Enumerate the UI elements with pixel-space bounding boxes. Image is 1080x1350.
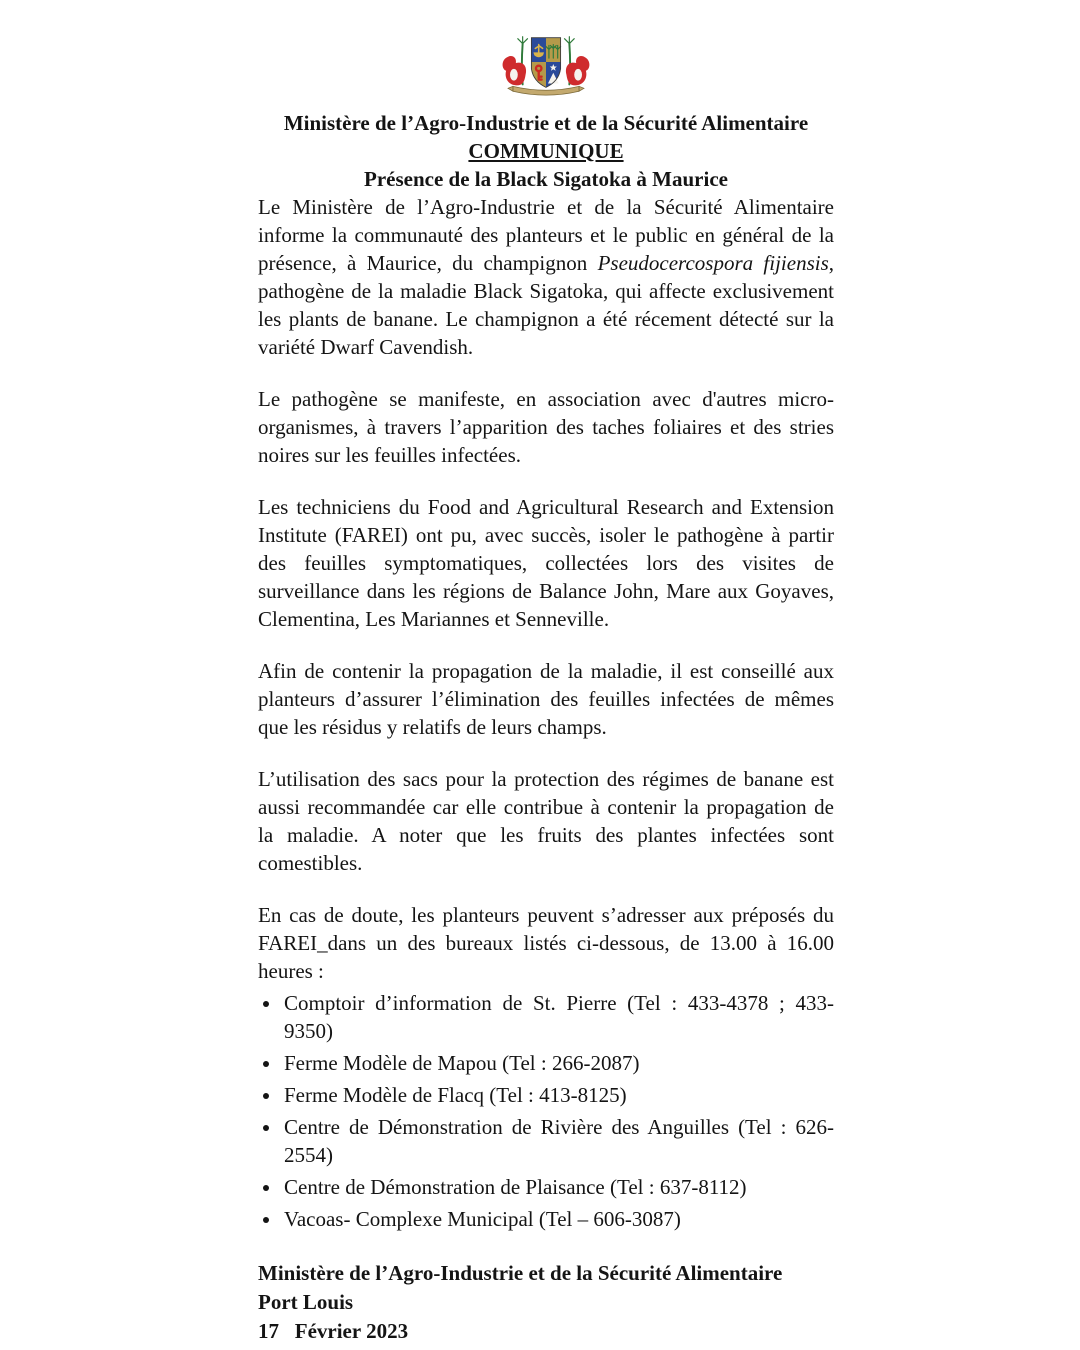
office-list-item: • Comptoir d’information de St. Pierre (Tel : 433-4378 ; 433-9350) — [282, 989, 834, 1045]
footer-date: 17 Février 2023 — [258, 1319, 409, 1343]
office-list-item: • Ferme Modèle de Mapou (Tel : 266-2087) — [282, 1049, 834, 1077]
body-paragraph-1 — [258, 193, 834, 361]
body-paragraph-4: Afin de contenir la propagation de la maladie, il est conseillé aux planteurs d’assurer l’élimination des feuilles infectées de mêmes que les résidus y relatifs de leurs champs. — [258, 659, 834, 739]
dodo-wing — [510, 69, 518, 81]
sugarcane-left-leaves — [518, 37, 528, 44]
body-paragraph-3: Les techniciens du Food and Agricultural Research and Extension Institute (FAREI) ont pu, avec succès, isoler le pathogène à partir des feuilles symptomatiques, collectées lors des visites de surveillance dans les régions de Balance John, Mare aux Goyaves, Clementina, Les Mariannes et Senneville. — [258, 495, 834, 631]
communique-document — [258, 0, 834, 1346]
para1-text-b: , pathogène de la maladie Black Sigatoka, qui affecte exclusivement les plants de banane. Le champignon a été récement détecté sur la variété Dwarf Cavendish. — [258, 251, 835, 359]
deer-flank — [574, 69, 582, 81]
subject-title: Présence de la Black Sigatoka à Maurice — [364, 167, 728, 191]
office-list-item: • Centre de Démonstration de Rivière des Anguilles (Tel : 626-2554) — [282, 1113, 834, 1169]
office-list — [258, 989, 834, 1233]
signature-block — [258, 1259, 834, 1346]
ministry-title: Ministère de l’Agro-Industrie et de la Sécurité Alimentaire — [283, 111, 809, 135]
office-list-item: • Vacoas- Complexe Municipal (Tel – 606-3087) — [282, 1205, 834, 1233]
footer-city: Port Louis — [258, 1290, 354, 1314]
sugarcane-right-leaves — [564, 37, 574, 44]
body-paragraph-5: L’utilisation des sacs pour la protection des régimes de banane est aussi recommandée car elle contribue à contenir la propagation de la maladie. A noter que les fruits des plantes infectées sont comestibles. — [258, 767, 834, 875]
coat-of-arms-icon — [258, 28, 834, 107]
communique-heading — [258, 137, 834, 165]
species-name: Pseudocercospora fijiensis — [597, 251, 829, 275]
para1-text-a: Le Ministère de l’Agro-Industrie et de la Sécurité Alimentaire informe la communauté des planteurs et le public en général de la présence, à Maurice, du champignon — [258, 195, 834, 275]
coat-of-arms-svg — [487, 28, 605, 100]
body-paragraph-2: Le pathogène se manifeste, en association avec d'autres micro-organismes, à travers l’apparition des taches foliaires et des stries noires sur les feuilles infectées. — [258, 387, 834, 467]
body-paragraph-6: En cas de doute, les planteurs peuvent s’adresser aux préposés du FAREI_dans un des bureaux listés ci-dessous, de 13.00 à 16.00 heures : — [258, 903, 834, 983]
office-list-item: • Ferme Modèle de Flacq (Tel : 413-8125) — [282, 1081, 834, 1109]
communique-title: COMMUNIQUE — [468, 139, 624, 163]
footer-ministry: Ministère de l’Agro-Industrie et de la Sécurité Alimentaire — [258, 1261, 783, 1285]
office-list-item: • Centre de Démonstration de Plaisance (Tel : 637-8112) — [282, 1173, 834, 1201]
